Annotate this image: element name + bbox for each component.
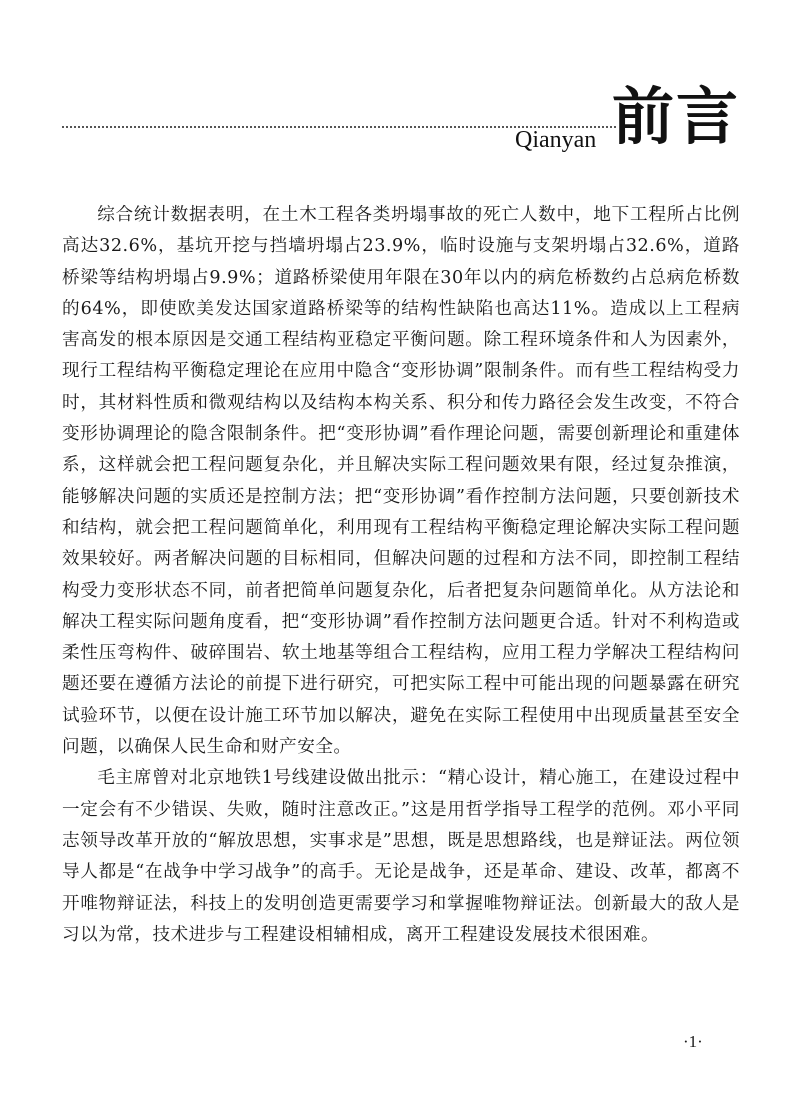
paragraph-2: 毛主席曾对北京地铁1号线建设做出批示：“精心设计，精心施工，在建设过程中一定会有不少错误、失败，随时注意改正。”这是用哲学指导工程学的范例。邓小平同志领导改革开放的“解放思想，实事求是”思想，既是思想路线，也是辩证法。两位领导人都是“在战争中学习战争”的高手。无论是战争，还是革命、建设、改革，都离不开唯物辩证法，科技上的发明创造更需要学习和掌握唯物辩证法。创新最大的敌人是习以为常，技术进步与工程建设相辅相成，离开工程建设发展技术很困难。 bbox=[62, 768, 740, 945]
page-header bbox=[0, 0, 790, 180]
title-pinyin: Qianyan bbox=[515, 127, 597, 153]
page-title: 前言 bbox=[612, 80, 741, 153]
page-number: ·1· bbox=[683, 1032, 703, 1051]
preface-body bbox=[62, 200, 740, 951]
paragraph-1: 综合统计数据表明，在土木工程各类坍塌事故的死亡人数中，地下工程所占比例高达32.6%，基坑开挖与挡墙坍塌占23.9%，临时设施与支架坍塌占32.6%，道路桥梁等结构坍塌占9.9%；道路桥梁使用年限在30年以内的病危桥数约占总病危桥数的64%，即使欧美发达国家道路桥梁等的结构性缺陷也高达11%。造成以上工程病害高发的根本原因是交通工程结构亚稳定平衡问题。除工程环境条件和人为因素外，现行工程结构平衡稳定理论在应用中隐含“变形协调”限制条件。而有些工程结构受力时，其材料性质和微观结构以及结构本构关系、积分和传力路径会发生改变，不符合变形协调理论的隐含限制条件。把“变形协调”看作理论问题，需要创新理论和重建体系，这样就会把工程问题复杂化，并且解决实际工程问题效果有限，经过复杂推演，能够解决问题的实质还是控制方法；把“变形协调”看作控制方法问题，只要创新技术和结构，就会把工程问题简单化，利用现有工程结构平衡稳定理论解决实际工程问题效果较好。两者解决问题的目标相同，但解决问题的过程和方法不同，即控制工程结构受力变形状态不同，前者把简单问题复杂化，后者把复杂问题简单化。从方法论和解决工程实际问题角度看，把“变形协调”看作控制方法问题更合适。针对不利构造或柔性压弯构件、破碎围岩、软土地基等组合工程结构，应用工程力学解决工程结构问题还要在遵循方法论的前提下进行研究，可把实际工程中可能出现的问题暴露在研究试验环节，以便在设计施工环节加以解决，避免在实际工程使用中出现质量甚至安全问题，以确保人民生命和财产安全。 bbox=[62, 205, 740, 758]
